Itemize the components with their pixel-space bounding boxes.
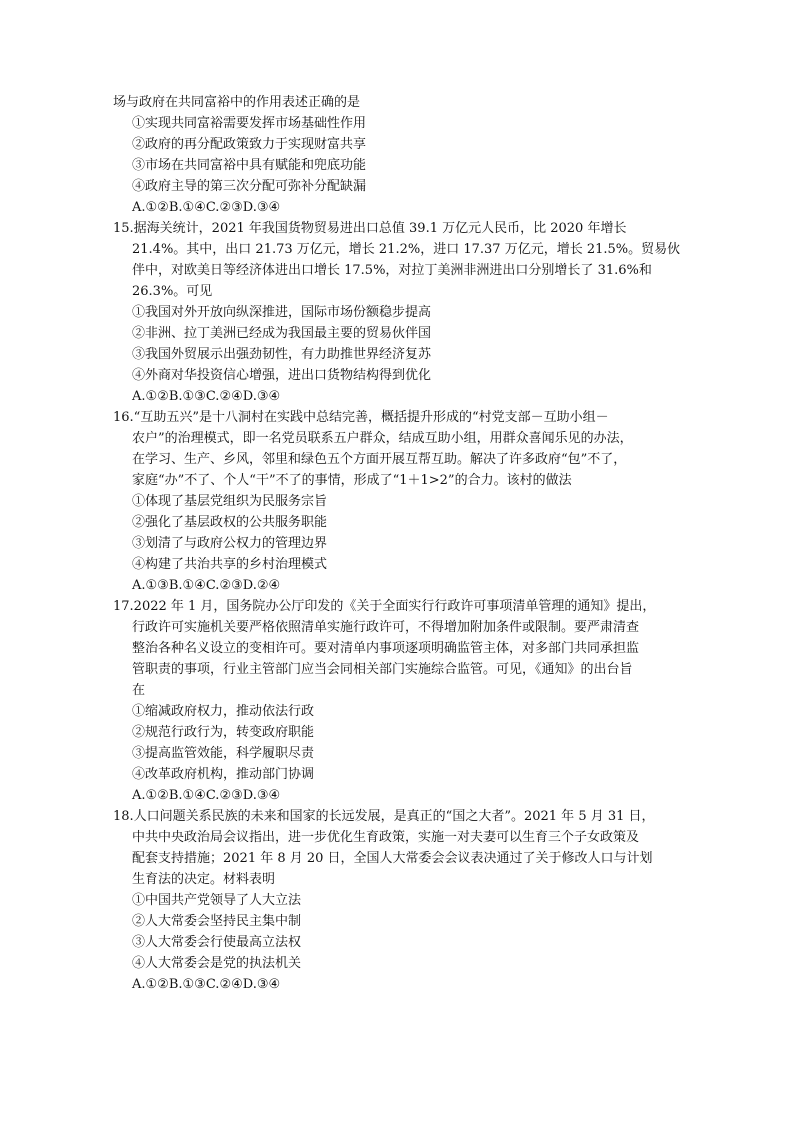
option-line: ②规范行政行为，转变政府职能 [132, 725, 315, 740]
option-line: ④政府主导的第三次分配可弥补分配缺漏 [132, 179, 367, 194]
question-stem-line: 15.据海关统计，2021 年我国货物贸易进出口总值 39.1 万亿元人民币，比 2020 年增长 [113, 221, 627, 236]
question-stem-line: 配套支持措施；2021 年 8 月 20 日，全国人大常委会会议表决通过了关于修改人口与计划 [132, 851, 653, 866]
option-line: ②政府的再分配政策致力于实现财富共享 [132, 137, 367, 152]
question-stem-line: 生育法的决定。材料表明 [132, 872, 276, 887]
option-line: ①中国共产党领导了人大立法 [132, 893, 302, 908]
option-line: ①缩减政府权力，推动依法行政 [132, 704, 315, 719]
question-14 [113, 92, 687, 218]
question-18 [113, 806, 687, 995]
option-line: ④构建了共治共享的乡村治理模式 [132, 557, 328, 572]
option-line: ③划清了与政府公权力的管理边界 [132, 536, 328, 551]
question-stem-line: 伴中，对欧美日等经济体进出口增长 17.5%，对拉丁美洲非洲进出口分别增长了 31.6%和 [132, 263, 652, 278]
option-line: ②非洲、拉丁美洲已经成为我国最主要的贸易伙伴国 [132, 326, 432, 341]
option-line: ③我国外贸展示出强劲韧性，有力助推世界经济复苏 [132, 347, 432, 362]
question-stem-line: 21.4%。其中，出口 21.73 万亿元，增长 21.2%，进口 17.37 万亿元，增长 21.5%。贸易伙 [132, 242, 681, 257]
option-line: ①实现共同富裕需要发挥市场基础性作用 [132, 116, 367, 131]
question-stem-line: 整治各种名义设立的变相许可。要对清单内事项逐项明确监管主体，对多部门共同承担监 [132, 641, 640, 656]
option-line: ②人大常委会坚持民主集中制 [132, 914, 302, 929]
question-stem-line: 26.3%。可见 [132, 284, 213, 299]
question-stem-line: 17.2022 年 1 月，国务院办公厅印发的《关于全面实行行政许可事项清单管理的通知》提出， [113, 599, 656, 614]
answer-choices: A.①②B.①③C.②④D.③④ [132, 977, 281, 992]
option-line: ④外商对华投资信心增强，进出口货物结构得到优化 [132, 368, 432, 383]
question-stem-line: 中共中央政治局会议指出，进一步优化生育政策，实施一对夫妻可以生育三个子女政策及 [132, 830, 640, 845]
answer-choices: A.①②B.①④C.②③D.③④ [132, 200, 281, 215]
question-17 [113, 596, 687, 806]
question-stem-line: 16.“互助五兴”是十八洞村在实践中总结完善，概括提升形成的“村党支部－互助小组－ [113, 410, 609, 425]
answer-choices: A.①③B.①④C.②③D.②④ [132, 578, 281, 593]
option-line: ④人大常委会是党的执法机关 [132, 956, 302, 971]
option-line: ①我国对外开放向纵深推进，国际市场份额稳步提高 [132, 305, 432, 320]
option-line: ①体现了基层党组织为民服务宗旨 [132, 494, 328, 509]
question-stem-line: 18.人口问题关系民族的未来和国家的长远发展，是真正的“国之大者”。2021 年 5 月 31 日， [113, 809, 655, 824]
question-15 [113, 218, 687, 407]
question-stem-line: 农户”的治理模式，即一名党员联系五户群众，结成互助小组，用群众喜闻乐见的办法， [132, 431, 633, 446]
answer-choices: A.①②B.①③C.②④D.③④ [132, 389, 281, 404]
question-stem-line: 家庭“办”不了、个人“干”不了的事情，形成了“1＋1>2”的合力。该村的做法 [132, 473, 572, 488]
option-line: ③人大常委会行使最高立法权 [132, 935, 302, 950]
question-16 [113, 407, 687, 596]
question-stem-line: 场与政府在共同富裕中的作用表述正确的是 [113, 95, 361, 110]
option-line: ④改革政府机构，推动部门协调 [132, 767, 315, 782]
answer-choices: A.①②B.①④C.②③D.③④ [132, 788, 281, 803]
option-line: ②强化了基层政权的公共服务职能 [132, 515, 328, 530]
option-line: ③提高监管效能，科学履职尽责 [132, 746, 315, 761]
question-stem-line: 管职责的事项，行业主管部门应当会同相关部门实施综合监管。可见，《通知》的出台旨 [132, 662, 633, 677]
question-stem-line: 行政许可实施机关要严格依照清单实施行政许可，不得增加附加条件或限制。要严肃清查 [132, 620, 640, 635]
question-list [113, 92, 687, 995]
question-stem-line: 在 [132, 683, 146, 698]
question-stem-line: 在学习、生产、乡风，邻里和绿色五个方面开展互帮互助。解决了许多政府“包”不了， [132, 452, 627, 467]
option-line: ③市场在共同富裕中具有赋能和兜底功能 [132, 158, 367, 173]
